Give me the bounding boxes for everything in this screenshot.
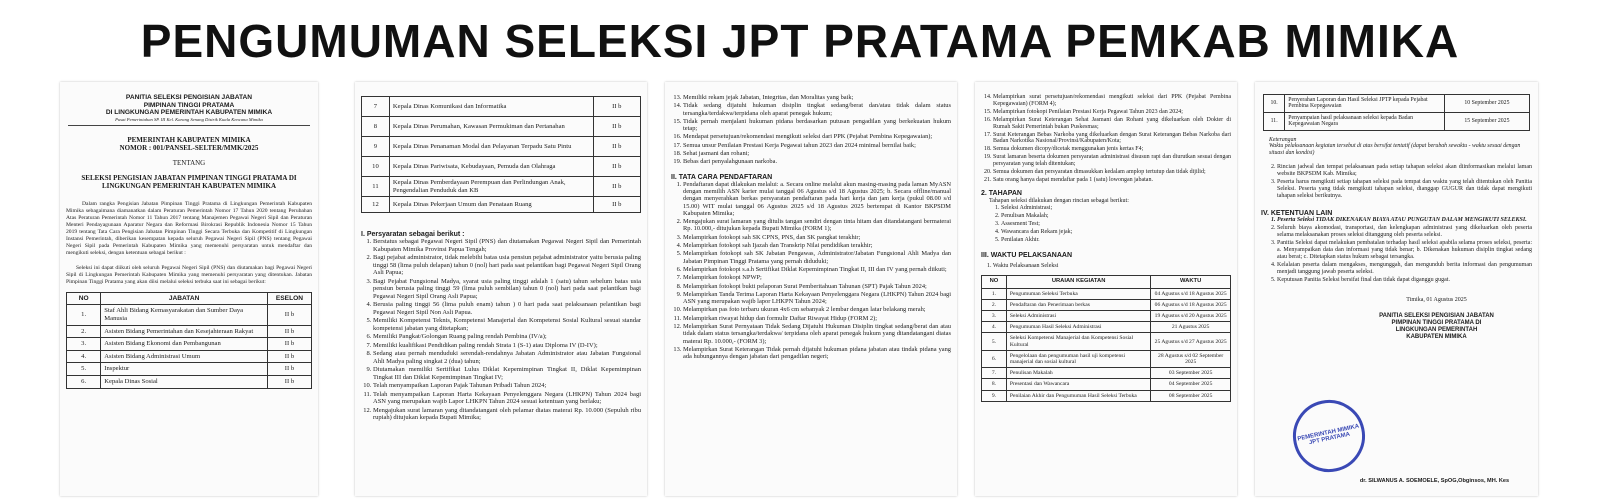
- cell-kegiatan: Presentasi dan Wawancara: [1006, 379, 1150, 390]
- list-item: 14. Melampirkan surat persetujuan/rekomendasi mengikuti seleksi dari PPK (Pejabat Pembina Kepegawaian) (FORM 4);: [993, 94, 1231, 108]
- table-row: [982, 368, 1231, 379]
- cell-no: 3.: [982, 311, 1007, 322]
- section-title-persyaratan: I. Persyaratan sebagai berikut :: [361, 231, 465, 239]
- section-title-ketentuan: IV. KETENTUAN LAIN: [1261, 210, 1333, 218]
- table-row: [982, 333, 1231, 350]
- cell-waktu: 10 September 2025: [1444, 95, 1529, 113]
- list-item: 20. Semua dokumen dan persyaratan dimasukkan kedalam amplop tertutup dan tidak dijilid;: [993, 169, 1231, 176]
- cell-no: 7.: [982, 368, 1007, 379]
- table-row: [982, 299, 1231, 310]
- list-item: 2. Penulisan Makalah;: [1001, 213, 1231, 220]
- list-item: 12. Mengajukan surat lamaran yang ditandatangani oleh pelamar diatas materai Rp. 10.000 (Sepuluh ribu rupiah) ditujukan kepada Bupati Mimika;: [373, 407, 641, 422]
- schedule-notes-list: [1255, 164, 1538, 200]
- list-item: 10. Melampirkan pas foto terbaru ukuran 4x6 cm sebanyak 2 lembar dengan latar belakang merah;: [683, 306, 951, 313]
- document-page-5: [1255, 82, 1538, 496]
- cell-kegiatan: Pengumuman Seleksi Terbuka: [1006, 288, 1150, 299]
- cell-no: 7: [362, 97, 390, 117]
- cell-kegiatan: Seleksi Administrasi: [1006, 311, 1150, 322]
- list-item: 5. Penilaian Akhir.: [1001, 237, 1231, 244]
- list-item: 7. Melampirkan fotokopi NPWP;: [683, 274, 951, 281]
- table-row: [362, 197, 641, 213]
- waktu-subtitle: 1. Waktu Pelaksanaan Seleksi: [987, 263, 1059, 270]
- signer-org-line: KABUPATEN MIMIKA: [1406, 334, 1467, 340]
- list-item: 2. Bagi pejabat administrator, tidak melebihi batas usia pensiun pejabat administrator yaitu berusia paling tinggi 58 (lima puluh delapan) tahun 0 (nol) hari pada saat pelantikan bagi Pegawai Negeri Sipil Orang Asli Papua;: [373, 254, 641, 277]
- cell-eselon: II b: [267, 325, 311, 338]
- table-row: [982, 288, 1231, 299]
- cell-no: 5.: [982, 333, 1007, 350]
- cell-no: 6.: [67, 375, 101, 388]
- cell-no: 12: [362, 197, 390, 213]
- tahapan-intro: Tahapan seleksi dilakukan dengan rincian sebagai berikut:: [989, 197, 1129, 204]
- schedule-table: [981, 275, 1231, 402]
- list-item: 10. Telah menyampaikan Laporan Pajak Tahunan Pribadi Tahun 2024;: [373, 382, 641, 390]
- cell-jabatan: Kepala Dinas Pariwisata, Kebudayaan, Pemuda dan Olahraga: [389, 157, 593, 177]
- list-item: 9. Diutamakan memiliki Sertifikat Lulus Diklat Kepemimpinan Tingkat II, Diklat Kepemimpinan Tingkat III dan Diklat Kepemimpinan Tingkat IV;: [373, 366, 641, 381]
- cell-jabatan: Kepala Dinas Komunikasi dan Informatika: [389, 97, 593, 117]
- list-item: 11. Telah menyampaikan Laporan Harta Kekayaan Penyelenggara Negara (LHKPN) Tahun 2024 bagi ASN yang merupakan wajib Lapor LHKPN Tahun 2024 sesuai ketentuan yang berlaku;: [373, 391, 641, 406]
- table-row: [67, 338, 312, 351]
- table-row: [67, 305, 312, 325]
- eligibility-paragraph: Seleksi ini dapat diikuti oleh seluruh Pegawai Negeri Sipil (PNS) dan diutamakan bagi Pegawai Negeri Sipil di Lingkungan Pemerintah Kabupaten Mimika yang memenuhi persyaratan yang ditentukan. Jabatan Pimpinan Tinggi Pratama yang akan diisi melalui seleksi terbuka saat ini sebagai berikut:: [66, 264, 312, 285]
- registration-list: [665, 181, 957, 361]
- cell-eselon: II b: [593, 117, 640, 137]
- col-header-jabatan: JABATAN: [101, 292, 268, 305]
- table-row: [362, 157, 641, 177]
- list-item: 6. Memiliki Pangkat/Golongan Ruang paling rendah Pembina (IV/a);: [373, 333, 641, 341]
- table-row: [362, 97, 641, 117]
- position-table: [66, 292, 312, 389]
- list-item: 15. Tidak pernah menjalani hukuman pidana berdasarkan putusan pengadilan yang berkekuatan hukum tetap;: [683, 118, 951, 133]
- cell-waktu: 04 Agustus s/d 18 Agustus 2025: [1151, 288, 1231, 299]
- cell-jabatan: Asisten Bidang Administrasi Umum: [101, 350, 268, 363]
- header-divider: [68, 125, 310, 126]
- list-item: 19. Bebas dari penyalahgunaan narkoba.: [683, 158, 951, 165]
- table-row: [67, 325, 312, 338]
- table-row: [982, 390, 1231, 401]
- cell-eselon: II b: [267, 375, 311, 388]
- list-item: 17. Semua unsur Penilaian Prestasi Kerja Pegawai tahun 2023 dan 2024 minimal bernilai baik;: [683, 142, 951, 149]
- cell-no: 6.: [982, 350, 1007, 367]
- cell-no: 9: [362, 137, 390, 157]
- cell-jabatan: Staf Ahli Bidang Kemasyarakatan dan Sumber Daya Manusia: [101, 305, 268, 325]
- document-page-1: [60, 82, 318, 496]
- cell-no: 11.: [1264, 112, 1285, 130]
- list-item: 2. Seluruh biaya akomodasi, transportasi, dan kelengkapan administrasi yang dikeluarkan oleh peserta selama melaksanakan proses seleksi ditanggung oleh peserta seleksi.: [1277, 225, 1532, 239]
- table-row: [982, 322, 1231, 333]
- table-row: [362, 137, 641, 157]
- list-item: 2. Mengajukan surat lamaran yang ditulis tangan sendiri dengan tinta hitam dan ditandatangani bermaterai Rp. 10.000,- ditujukan kepada Bupati Mimika (FORM 1);: [683, 218, 951, 233]
- list-item: 4. Kelalaian peserta dalam mengakses, mengunggah, dan mengunduh berita informasi dan pengumuman menjadi tanggung jawab peserta seleksi.: [1277, 262, 1532, 276]
- cell-waktu: 19 Agustus s/d 20 Agustus 2025: [1151, 311, 1231, 322]
- list-item: 3. Bagi Pejabat Fungsional Madya, syarat usia paling tinggi adalah 1 (satu) tahun sebelum batas usia pensiun berusia paling tinggi 59 (lima puluh sembilan) tahun 0 (nol) hari pada saat pelantikan bagi Pegawai Negeri Sipil Orang Asli Papua;: [373, 278, 641, 301]
- cell-jabatan: Inspektur: [101, 363, 268, 376]
- list-item: 1. Pendaftaran dapat dilakukan melalui: a. Secara online melalui akun masing-masing pada laman MyASN dengan memilih ASN karier mulai tanggal 06 Agustus s/d 18 Agustus 2025; b. Secara offline/manual dengan menyerahkan berkas persyaratan pendaftaran pada hari kerja dan jam kerja (pukul 08.00 s/d 15.00) WIT mulai tanggal 06 Agustus 2025 s/d 18 Agustus 2025 bertempat di Kantor BKPSDM Kabupaten Mimika;: [683, 181, 951, 217]
- cell-waktu: 28 Agustus s/d 02 September 2025: [1151, 350, 1231, 367]
- list-item: 8. Melampirkan fotokopi bukti pelaporan Surat Pemberitahuan Tahunan (SPT) Pajak Tahun 2024;: [683, 283, 951, 290]
- list-item: 19. Surat lamaran beserta dokumen persyaratan administrasi disusun rapi dan diurutkan sesuai dengan persyaratan yang telah ditentukan;: [993, 154, 1231, 168]
- list-item: 18. Semua dokumen dicopy/dicetak menggunakan jenis kertas F4;: [993, 146, 1231, 153]
- list-item: 5. Memiliki Kompetensi Teknis, Kompetensi Manajerial dan Kompetensi Sosial Kultural sesuai standar kompetensi jabatan yang ditetapkan;: [373, 317, 641, 332]
- cell-jabatan: Asisten Bidang Ekonomi dan Pembangunan: [101, 338, 268, 351]
- cell-jabatan: Kepala Dinas Perumahan, Kawasan Permukiman dan Pertanahan: [389, 117, 593, 137]
- table-row: [362, 177, 641, 197]
- cell-waktu: 21 Agustus 2025: [1151, 322, 1231, 333]
- section-title-tata-cara: II. TATA CARA PENDAFTARAN: [671, 173, 773, 181]
- cell-jabatan: Kepala Dinas Sosial: [101, 375, 268, 388]
- requirements-list: [355, 238, 647, 422]
- document-page-2: [355, 82, 647, 496]
- table-row: [67, 363, 312, 376]
- cell-no: 9.: [982, 390, 1007, 401]
- table-row: [1264, 112, 1530, 130]
- tentang-label: TENTANG: [172, 158, 206, 167]
- list-item: 1. Seleksi Administrasi;: [1001, 205, 1231, 212]
- list-item: 4. Wawancara dan Rekam jejak;: [1001, 229, 1231, 236]
- cell-no: 1.: [67, 305, 101, 325]
- table-row: [67, 375, 312, 388]
- cell-no: 8.: [982, 379, 1007, 390]
- list-item: 15. Melampirkan fotokopi Penilaian Prestasi Kerja Pegawai Tahun 2023 dan 2024;: [993, 109, 1231, 116]
- cell-eselon: II b: [267, 350, 311, 363]
- list-item: 1. Berstatus sebagai Pegawai Negeri Sipil (PNS) dan diutamakan Pegawai Negeri Sipil dan Pemerintah Kabupaten Mimika Provinsi Papua Tengah;: [373, 238, 641, 253]
- org-address: Pusat Pemerintahan SP. III Kel. Karang Senang Distrik Kuala Kencana Mimika: [115, 116, 263, 122]
- col-header-waktu: WAKTU: [1151, 276, 1231, 289]
- cell-jabatan: Kepala Dinas Pekerjaan Umum dan Penataan Ruang: [389, 197, 593, 213]
- list-item: 4. Berusia paling tinggi 56 (lima puluh enam) tahun ) 0 hari pada saat pelaksanaan pelantikan bagi Pegawai Negeri Sipil Non Asli Papua.: [373, 301, 641, 316]
- cell-eselon: II b: [593, 177, 640, 197]
- signer-org-line: LINGKUNGAN PEMERINTAH: [1395, 327, 1478, 333]
- cell-eselon: II b: [267, 363, 311, 376]
- registration-list-continued: [975, 94, 1237, 184]
- col-header-eselon: ESELON: [267, 292, 311, 305]
- cell-eselon: II b: [593, 197, 640, 213]
- cell-kegiatan: Pengumuman Hasil Seleksi Administrasi: [1006, 322, 1150, 333]
- cell-no: 2.: [982, 299, 1007, 310]
- list-item: 17. Surat Keterangan Bebas Narkoba yang dikeluarkan dengan Surat Keterangan Bebas Narkoba dari Badan Narkotika Nasional/Provinsi/Kabupaten/Kota;: [993, 132, 1231, 146]
- cell-eselon: II b: [267, 305, 311, 325]
- list-item: 3. Melampirkan fotokopi sah SK CPNS, PNS, dan SK pangkat terakhir;: [683, 234, 951, 241]
- cell-waktu: 04 September 2025: [1151, 379, 1231, 390]
- table-row: [982, 379, 1231, 390]
- table-row: [67, 350, 312, 363]
- document-page-3: [665, 82, 957, 496]
- cell-kegiatan: Penyampaian hasil pelaksanaan seleksi kepada Badan Kepegawaian Negara: [1285, 112, 1445, 130]
- col-header-no: NO: [982, 276, 1007, 289]
- list-item: 9. Melampirkan Tanda Terima Laporan Harta Kekayaan Penyelenggara Negara (LHKPN) Tahun 2024 bagi ASN yang merupakan wajib lapor LHKPN Tahun 2024;: [683, 291, 951, 306]
- list-item: 21. Satu orang hanya dapat mendaftar pada 1 (satu) lowongan jabatan.: [993, 177, 1231, 184]
- table-row: [1264, 95, 1530, 113]
- headline: PENGUMUMAN SELEKSI JPT PRATAMA PEMKAB MIMIKA: [140, 15, 1460, 67]
- tahapan-list: [975, 205, 1237, 244]
- cell-no: 4.: [67, 350, 101, 363]
- cell-no: 1.: [982, 288, 1007, 299]
- cell-kegiatan: Penyerahan Laporan dan Hasil Seleksi JPTP kepada Pejabat Pembina Kepegawaian: [1285, 95, 1445, 113]
- cell-kegiatan: Pendaftaran dan Penerimaan berkas: [1006, 299, 1150, 310]
- list-item: 11. Melampirkan riwayat hidup dan formulir Daftar Riwayat Hidup (FORM 2);: [683, 315, 951, 322]
- org-line: DI LINGKUNGAN PEMERINTAH KABUPATEN MIMIKA: [105, 109, 273, 117]
- list-item: 4. Melampirkan fotokopi sah Ijazah dan Transkrip Nilai pendidikan terakhir;: [683, 242, 951, 249]
- requirements-list-continued: [665, 94, 957, 166]
- cell-jabatan: Asisten Bidang Pemerintahan dan Kesejahteraan Rakyat: [101, 325, 268, 338]
- col-header-no: NO: [67, 292, 101, 305]
- cell-eselon: II b: [267, 338, 311, 351]
- col-header-kegiatan: URAIAN KEGIATAN: [1006, 276, 1150, 289]
- cell-waktu: 03 September 2025: [1151, 368, 1231, 379]
- section-title-tahapan: 2. TAHAPAN: [981, 189, 1022, 197]
- ketentuan-list: [1255, 217, 1538, 284]
- cell-eselon: II b: [593, 157, 640, 177]
- table-row: [982, 350, 1231, 367]
- cell-no: 3.: [67, 338, 101, 351]
- cell-no: 2.: [67, 325, 101, 338]
- cell-kegiatan: Seleksi Kompetensi Manajerial dan Kompetensi Sosial Kultural: [1006, 333, 1150, 350]
- cell-no: 5.: [67, 363, 101, 376]
- list-item: 16. Melampirkan Surat Keterangan Sehat Jasmani dan Rohani yang dikeluarkan oleh Dokter di Rumah Sakit Pemerintah bukan Puskesmas;: [993, 117, 1231, 131]
- list-item: 14. Tidak sedang dijatuhi hukuman disiplin tingkat sedang/berat dan/atau tidak dalam status tersangka/terdakwa/terpidana oleh aparat penegak hukum;: [683, 102, 951, 117]
- list-item: 5. Keputusan Panitia Seleksi bersifat final dan tidak dapat diganggu gugat.: [1277, 277, 1532, 284]
- cell-waktu: 06 Agustus s/d 18 Agustus 2025: [1151, 299, 1231, 310]
- list-item: 3. Peserta harus mengikuti setiap tahapan seleksi pada tempat dan waktu yang telah ditentukan oleh Panitia Seleksi. Peserta yang tidak mengikuti tahapan seleksi, dianggap GUGUR dan tidak dapat mengikuti tahapan seleksi berikutnya.: [1277, 179, 1532, 200]
- list-item: 18. Sehat jasmani dan rohani;: [683, 150, 951, 157]
- table-row: [982, 311, 1231, 322]
- schedule-table-continued: [1263, 94, 1530, 131]
- section-title-waktu: III. WAKTU PELAKSANAAN: [981, 252, 1072, 260]
- cell-no: 10.: [1264, 95, 1285, 113]
- table-row: [362, 117, 641, 137]
- cell-jabatan: Kepala Dinas Penanaman Modal dan Pelayanan Terpadu Satu Pintu: [389, 137, 593, 157]
- list-item: 16. Mendapat persetujuan/rekomendasi mengikuti seleksi dari PPK (Pejabat Pembina Kepegawaian);: [683, 133, 951, 140]
- cell-jabatan: Kepala Dinas Pemberdayaan Perempuan dan Perlindungan Anak, Pengendalian Penduduk dan KB: [389, 177, 593, 197]
- list-item: 13. Memiliki rekam jejak Jabatan, Integritas, dan Moralitas yang baik;: [683, 94, 951, 101]
- signer-org-line: PANITIA SELEKSI PENGISIAN JABATAN: [1379, 313, 1494, 319]
- position-table-continued: [361, 96, 641, 213]
- cell-waktu: 15 September 2025: [1444, 112, 1529, 130]
- cell-no: 4.: [982, 322, 1007, 333]
- intro-paragraph: Dalam rangka Pengisian Jabatan Pimpinan Tinggi Pratama di Lingkungan Pemerintah Kabupaten Mimika sebagaimana diamanatkan dalam Peraturan Pemerintah Nomor 17 Tahun 2020 tentang Perubahan Atas Peraturan Pemerintah Nomor 11 Tahun 2017 tentang Manajemen Pegawai Negeri Sipil dan Peraturan Menteri Pendayagunaan Aparatur Negara dan Reformasi Birokrasi Republik Indonesia Nomor 15 Tahun 2019 tentang Tata Cara Pengisian Jabatan Pimpinan Tinggi Secara Terbuka dan Kompetitif di Lingkungan Instansi Pemerintah, diberikan kesempatan kepada seluruh Pegawai Negeri Sipil (PNS) tentang Pegawai Negeri Sipil pada Pemerintah Kabupaten Mimika yang memenuhi persyaratan untuk mendaftar dan mengikuti seleksi, dengan ketentuan sebagai berikut :: [66, 200, 312, 256]
- announcement-subject: SELEKSI PENGISIAN JABATAN PIMPINAN TINGGI PRATAMA DI LINGKUNGAN PEMERINTAH KABUPATEN MIMIKA: [81, 173, 297, 191]
- list-item: 12. Melampirkan Surat Pernyataan Tidak Sedang Dijatuhi Hukuman Disiplin tingkat sedang/berat dan atau tidak dalam status tersangka/terdakwa/ terpidana oleh aparat penegak hukum yang ditandatangani diatas materai Rp. 10.000,- (FORM 3);: [683, 323, 951, 345]
- announcement-number: NOMOR : 001/PANSEL-SELTER/MMK/2025: [119, 144, 259, 153]
- place-date: Timika, 01 Agustus 2025: [1406, 297, 1467, 304]
- cell-kegiatan: Penilaian Akhir dan Pengumuman Hasil Seleksi Terbuka: [1006, 390, 1150, 401]
- keterangan-text: Waktu pelaksanaan kegiatan tersebut di atas bersifat tentatif (dapat berubah sewaktu - waktu sesuai dengan situasi dan kondisi): [1269, 143, 1521, 156]
- signer-name: dr. SILWANUS A. SOEMOELE, SpOG,Obginsos, MH. Kes: [1359, 478, 1510, 484]
- list-item: 8. Sedang atau pernah menduduki serendah-rendahnya Jabatan Administrator atau Jabatan Fungsional Ahli Madya paling singkat 2 (dua) tahun;: [373, 350, 641, 365]
- cell-kegiatan: Penulisan Makalah: [1006, 368, 1150, 379]
- org-line: PANITIA SELEKSI PENGISIAN JABATAN: [125, 94, 253, 101]
- list-item: 3. Assesment Test;: [1001, 221, 1231, 228]
- list-item: 13. Melampirkan Surat Keterangan Tidak pernah dijatuhi hukuman pidana jabatan atau tindak pidana yang ada hubungannya dengan jabatan dari pengadilan negeri;: [683, 346, 951, 361]
- list-item: 2. Rincian jadwal dan tempat pelaksanaan pada setiap tahapan seleksi akan diinformasikan melalui laman website BKPSDM Kab. Mimika;: [1277, 164, 1532, 178]
- org-line: PIMPINAN TINGGI PRATAMA: [143, 101, 235, 109]
- cell-eselon: II b: [593, 97, 640, 117]
- list-item: 6. Melampirkan fotokopi s.a.h Sertifikat Diklat Kepemimpinan Tingkat II, III dan IV yang pernah diikuti;: [683, 266, 951, 273]
- cell-waktu: 08 September 2025: [1151, 390, 1231, 401]
- document-page-4: [975, 82, 1237, 496]
- official-stamp-icon: PEMERINTAH MIMIKA JPT PRATAMA: [1286, 393, 1371, 478]
- cell-eselon: II b: [593, 137, 640, 157]
- cell-no: 11: [362, 177, 390, 197]
- cell-no: 8: [362, 117, 390, 137]
- cell-kegiatan: Pengelolaan dan pengumuman hasil uji kompetensi manajerial dan sosial kultural: [1006, 350, 1150, 367]
- announcement-line: PEMERINTAH KABUPATEN MIMIKA: [127, 135, 251, 144]
- cell-no: 10: [362, 157, 390, 177]
- keterangan-label: Keterangan: [1269, 136, 1297, 143]
- list-item: 3. Panitia Seleksi dapat melakukan pembatalan terhadap hasil seleksi apabila selama proses seleksi, peserta: a. Menyampaikan data dan informasi yang tidak benar; b. Dikenakan hukuman disiplin tingkat sedang atau berat; c. Ditetapkan status hukum sebagai tersangka.: [1277, 240, 1532, 261]
- list-item: 5. Melampirkan fotokopi sah SK Jabatan Pengawas, Administrator/Jabatan Fungsional Ahli Madya dan Jabatan Pimpinan Tinggi Pratama yang pernah diduduki;: [683, 250, 951, 265]
- list-item: 1. Peserta Seleksi TIDAK DIKENAKAN BIAYA ATAU PUNGUTAN DALAM MENGIKUTI SELEKSI.: [1277, 217, 1532, 224]
- signer-org-line: PIMPINAN TINGGI PRATAMA DI: [1391, 320, 1482, 326]
- list-item: 7. Memiliki kualifikasi Pendidikan paling rendah Strata 1 (S-1) atau Diploma IV (D-IV);: [373, 342, 641, 350]
- cell-waktu: 25 Agustus s/d 27 Agustus 2025: [1151, 333, 1231, 350]
